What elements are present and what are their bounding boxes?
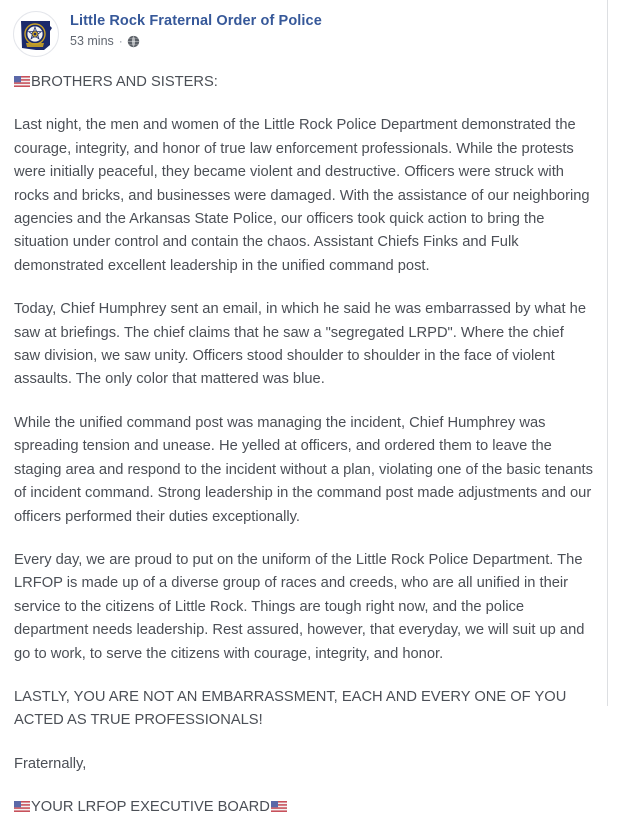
post-timestamp[interactable]: 53 mins: [70, 34, 114, 48]
post-paragraph-1: Last night, the men and women of the Little Rock Police Department demonstrated the courage, integrity, and honor of true law enforcement professionals. While the protests were initially peaceful, they became violent and destructive. Officers were struck with rocks and bricks, and businesses were damaged. With the assistance of our neighboring agencies and the Arkansas State Police, our officers took quick action to bring the situation under control and contain the chaos. Assistant Chiefs Finks and Fulk demonstrated excellent leadership in the unified command post.: [14, 117, 590, 274]
post-signature: [14, 796, 593, 819]
post-header: [0, 0, 607, 57]
post-meta-row: [70, 33, 322, 49]
post-paragraph-3: While the unified command post was managing the incident, Chief Humphrey was spreading tension and unease. He yelled at officers, and ordered them to leave the staging area and respond to the incident without a plan, violating one of the basic tenants of incident command. Strong leadership in the command post made adjustments and our officers performed their duties exceptionally.: [14, 414, 593, 525]
us-flag-icon: [14, 801, 30, 812]
meta-separator: ·: [118, 34, 123, 48]
post-paragraph-2: Today, Chief Humphrey sent an email, in which he said he was embarrassed by what he saw at briefings. The chief claims that he saw a "segregated LRPD". Where the chief saw division, we saw unity. Officers stood shoulder to shoulder in the face of violent assaults. The only color that mattered was blue.: [14, 301, 587, 388]
post-paragraph-4: Every day, we are proud to put on the uniform of the Little Rock Police Department. The LRFOP is made up of a diverse group of races and creeds, who are all unified in their service to the citizens of Little Rock. Things are tough right now, and the police department needs leadership. Rest assured, however, that everyday, we will suit up and go to work, to serve the citizens with courage, integrity, and honor.: [14, 551, 585, 662]
post-header-text: [70, 11, 322, 49]
post-body: [0, 57, 607, 820]
post-paragraph-salutation: [14, 71, 593, 94]
page-name-link[interactable]: Little Rock Fraternal Order of Police: [70, 13, 322, 29]
globe-icon[interactable]: [127, 35, 140, 48]
signature-text: YOUR LRFOP EXECUTIVE BOARD: [31, 799, 270, 816]
post-closing-statement: LASTLY, YOU ARE NOT AN EMBARRASSMENT, EACH AND EVERY ONE OF YOU ACTED AS TRUE PROFESSIONALS!: [14, 688, 567, 729]
us-flag-icon: [271, 801, 287, 812]
us-flag-icon: [14, 76, 30, 87]
paragraph-text: BROTHERS AND SISTERS:: [31, 74, 218, 90]
lrfop-badge-logo-icon: [14, 12, 58, 56]
post-sign-off: Fraternally,: [14, 755, 87, 772]
avatar[interactable]: [13, 11, 59, 57]
globe-icon-glyph: [127, 35, 140, 48]
